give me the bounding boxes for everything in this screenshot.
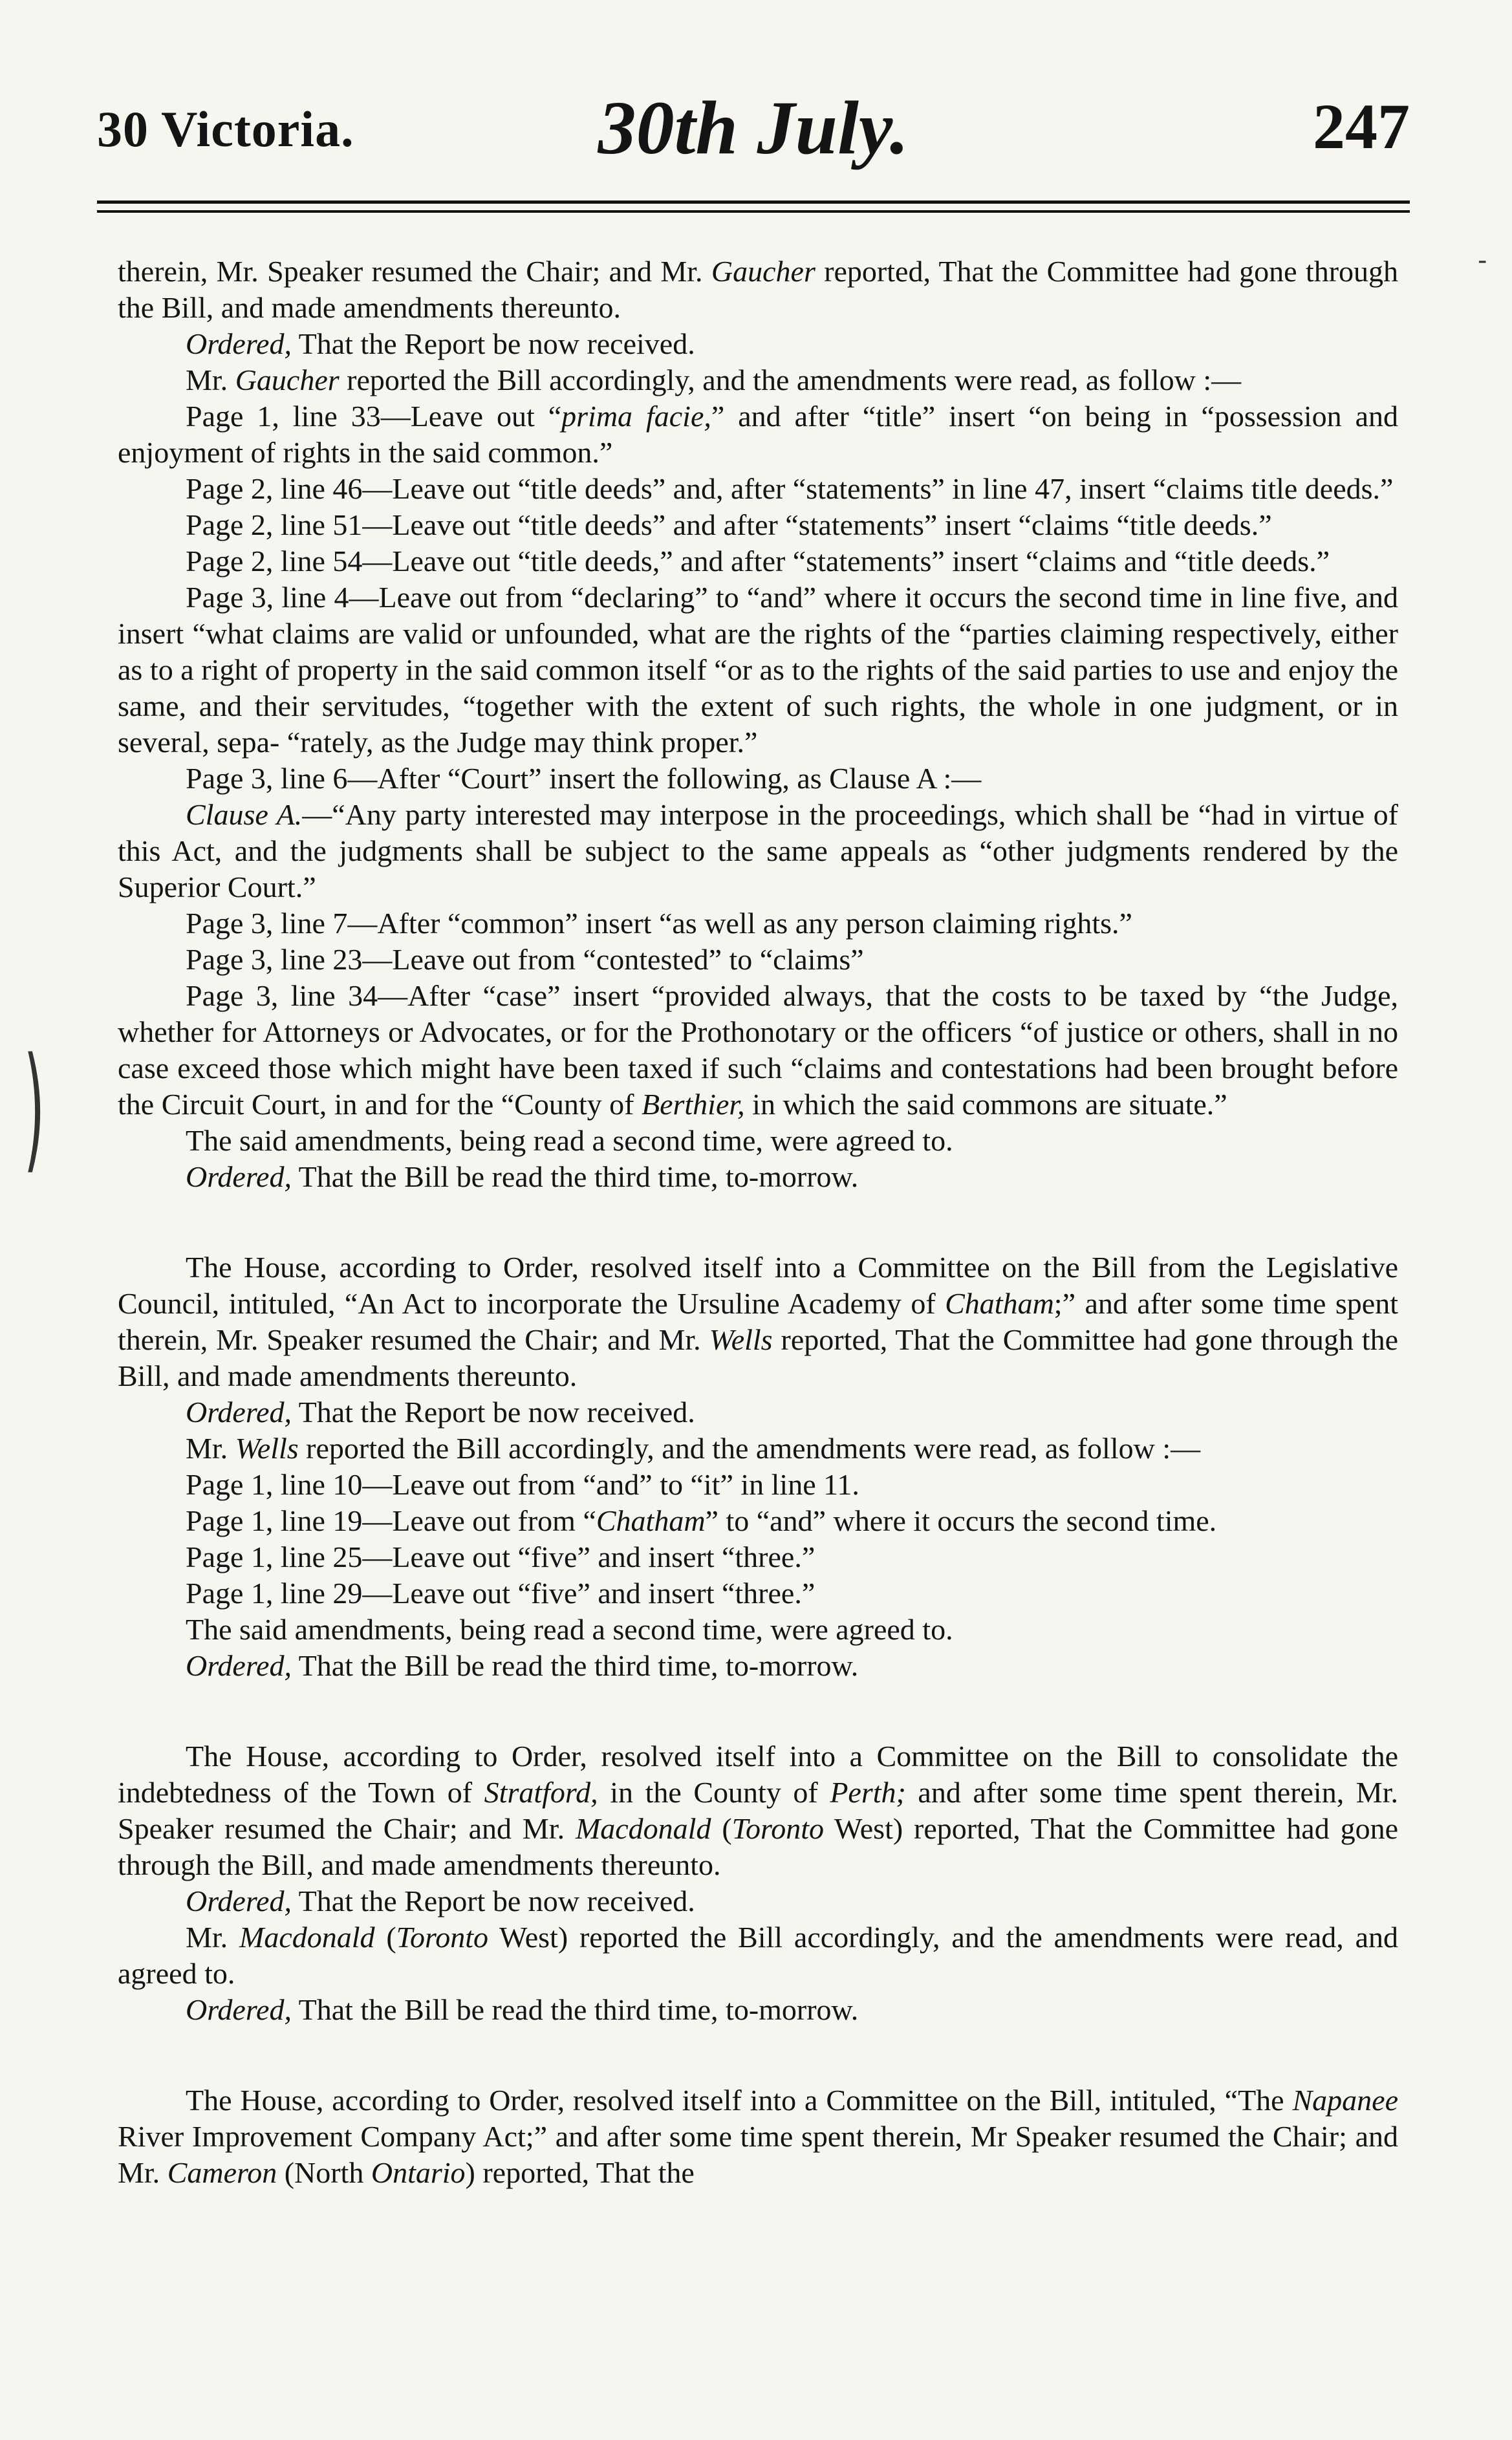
paragraph: Page 1, line 10—Leave out from “and” to “it” in line 11. [186,1468,859,1501]
paragraph: Mr. Macdonald (Toronto West) reported the Bill accordingly, and the amendments were read, and agreed to. [118,1921,1399,1990]
margin-mark: - [1478,246,1487,275]
paragraph: Page 2, line 54—Leave out “title deeds,” and after “statements” insert “claims and “title deeds.” [186,545,1330,578]
date-title: 30th July. [598,85,909,170]
journal-text [118,254,1398,2191]
page-header [97,71,1410,194]
paragraph: therein, Mr. Speaker resumed the Chair; and Mr. Gaucher reported, That the Committee had gone through the Bill, and made amendments thereunto. [118,255,1399,324]
paragraph: Page 3, line 4—Leave out from “declaring” to “and” where it occurs the second time in line five, and insert “what claims are valid or unfounded, what are the rights of the “parties claiming respectively, either as to a right of property in the said common itself “or as to the rights of the said parties to use and enjoy the same, and their servitudes, “together with the extent of such rights, the whole in one judgment, or in several, sepa- “rately, as the Judge may think proper.” [118,581,1398,759]
margin-bracket: ) [23,1028,45,1187]
paragraph: Clause A.—“Any party interested may interpose in the proceedings, which shall be “had in virtue of this Act, and the judgments shall be subject to the same appeals as “other judgments rendered by the Superior Court.” [118,798,1398,903]
paragraph: The House, according to Order, resolved itself into a Committee on the Bill, intituled, “The Napanee River Improvement Company Act;” and after some time spent therein, Mr Speaker resumed the Chair; and Mr. Cameron (North Ontario) reported, That the [118,2084,1398,2189]
paragraph: Page 2, line 46—Leave out “title deeds” and, after “statements” in line 47, insert “claims title deeds.” [186,472,1394,505]
paragraph: Ordered, That the Report be now received. [186,1884,695,1917]
paragraph: Page 1, line 33—Leave out “prima facie,” and after “title” insert “on being in “possession and enjoyment of rights in the said common.” [118,400,1398,469]
paragraph: Ordered, That the Bill be read the third time, to-morrow. [186,1649,859,1682]
paragraph: Ordered, That the Bill be read the third time, to-morrow. [186,1160,859,1193]
paragraph: The House, according to Order, resolved itself into a Committee on the Bill from the Legislative Council, intituled, “An Act to incorporate the Ursuline Academy of Chatham;” and after some time spent therein, Mr. Speaker resumed the Chair; and Mr. Wells reported, That the Committee had gone through the Bill, and made amendments thereunto. [118,1251,1398,1392]
paragraph: Page 1, line 19—Leave out from “Chatham” to “and” where it occurs the second time. [186,1504,1217,1537]
paragraph: Page 2, line 51—Leave out “title deeds” and after “statements” insert “claims “title deeds.” [186,508,1272,541]
paragraph: Page 1, line 29—Leave out “five” and insert “three.” [186,1577,815,1610]
paragraph: The said amendments, being read a second time, were agreed to. [186,1124,953,1157]
paragraph: Page 3, line 6—After “Court” insert the following, as Clause A :— [186,762,982,795]
paragraph: The said amendments, being read a second time, were agreed to. [186,1613,953,1646]
paragraph: Page 3, line 7—After “common” insert “as well as any person claiming rights.” [186,907,1132,940]
paragraph: Ordered, That the Bill be read the third time, to-morrow. [186,1993,859,2026]
paragraph: Mr. Gaucher reported the Bill accordingly, and the amendments were read, as follow :— [186,363,1242,396]
paragraph: Ordered, That the Report be now received. [186,327,695,360]
page-number: 247 [1313,91,1410,162]
paragraph: Page 3, line 34—After “case” insert “provided always, that the costs to be taxed by “the Judge, whether for Attorneys or Advocates, or for the Prothonotary or the officers “of justice or others, shall in no case exceed those which might have been taxed if such “claims and contestations had been brought before the Circuit Court, in and for the “County of Berthier, in which the said commons are situate.” [118,979,1398,1121]
paragraph: Page 1, line 25—Leave out “five” and insert “three.” [186,1540,815,1573]
header-rule-double [97,210,1410,213]
paragraph: Page 3, line 23—Leave out from “contested” to “claims” [186,943,864,976]
paragraph: Ordered, That the Report be now received. [186,1396,695,1429]
paragraph: Mr. Wells reported the Bill accordingly, and the amendments were read, as follow :— [186,1432,1201,1465]
paragraph: The House, according to Order, resolved itself into a Committee on the Bill to consolidate the indebtedness of the Town of Stratford, in the County of Perth; and after some time spent therein, Mr. Speaker resumed the Chair; and Mr. Macdonald (Toronto West) reported, That the Committee had gone through the Bill, and made amendments thereunto. [118,1740,1398,1881]
session-label: 30 Victoria. [97,101,354,157]
header-rule [97,200,1410,204]
